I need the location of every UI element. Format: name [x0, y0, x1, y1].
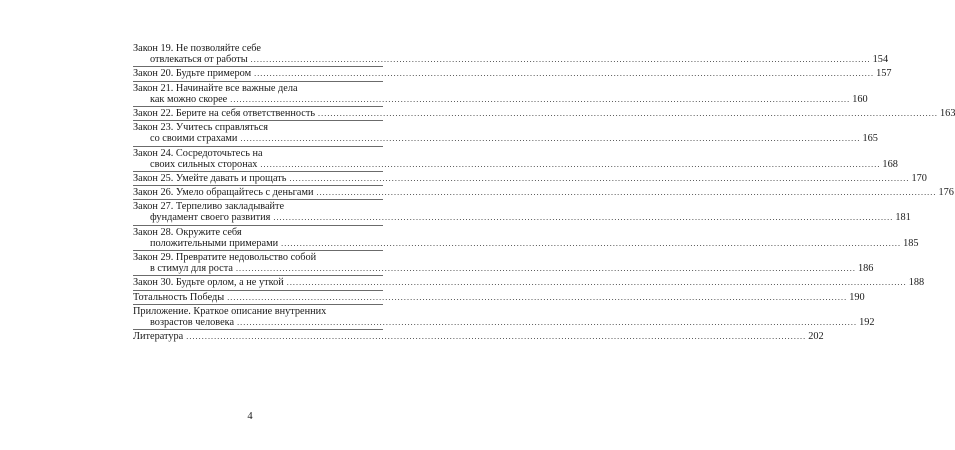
toc-entry-title: со своими страхами [150, 133, 238, 145]
toc-entry [133, 277, 925, 289]
toc-entry-page: 170 [911, 172, 927, 184]
toc-entry-final-line [133, 68, 892, 80]
toc-entry-title: Закон 22. Берите на себя ответственность [133, 107, 316, 119]
page-number: 4 [247, 411, 253, 422]
toc-entry-title: Закон 28. Окружите себя [133, 226, 242, 238]
dot-leader: ........................................................................................................................................................................................................ [227, 292, 848, 302]
toc-entry-final-line [133, 158, 898, 170]
toc-entry-final-line [133, 291, 865, 303]
toc-entry-final-line [133, 316, 875, 328]
table-of-contents [133, 43, 955, 343]
toc-entry-title: Закон 29. Превратите недовольство собой [133, 252, 317, 263]
toc-entry [133, 122, 878, 145]
toc-entry [133, 107, 955, 119]
toc-entry [133, 291, 865, 303]
dot-leader: ........................................................................................................................................................................................................ [235, 264, 856, 274]
divider [133, 171, 383, 172]
dot-leader: ........................................................................................................................................................................................................ [186, 332, 807, 342]
divider [133, 199, 383, 200]
toc-entry [133, 331, 824, 343]
toc-entry-page: 160 [852, 93, 868, 105]
divider [133, 120, 383, 121]
divider [133, 275, 383, 276]
toc-entry-title: Закон 25. Умейте давать и прощать [133, 172, 287, 184]
dot-leader: ........................................................................................................................................................................................................ [230, 94, 851, 104]
toc-entry-title: своих сильных сторонах [150, 158, 258, 170]
toc-entry-page: 176 [938, 187, 954, 199]
toc-entry-final-line [133, 263, 874, 275]
dot-leader: ........................................................................................................................................................................................................ [240, 134, 861, 144]
toc-entry-final-line [133, 172, 927, 184]
toc-entry-title: в стимул для роста [150, 263, 233, 275]
toc-entry-title: Закон 27. Терпеливо закладывайте [133, 201, 285, 213]
toc-entry [133, 226, 919, 249]
toc-entry-final-line [133, 133, 878, 145]
toc-entry-page: 186 [857, 263, 874, 275]
toc-entry-title: как можно скорее [150, 93, 228, 105]
toc-entry [133, 305, 875, 328]
dot-leader: ........................................................................................................................................................................................................ [260, 159, 881, 169]
toc-entry-title: Закон 21. Начинайте все важные дела [133, 82, 298, 94]
toc-entry-page: 168 [882, 158, 898, 170]
toc-entry-page: 163 [940, 107, 955, 119]
toc-entry [133, 252, 874, 275]
toc-entry-title: положительными примерами [150, 237, 279, 249]
toc-entry-title: Закон 24. Сосредоточьтесь на [133, 147, 263, 159]
toc-entry [133, 43, 889, 66]
toc-entry [133, 68, 892, 80]
toc-entry [133, 82, 868, 105]
toc-entry-title: Закон 23. Учитесь справляться [133, 122, 268, 134]
divider [133, 225, 383, 226]
toc-entry-page: 181 [895, 212, 911, 224]
toc-entry-title: отвлекаться от работы [150, 54, 248, 66]
divider [133, 81, 383, 82]
toc-entry [133, 201, 911, 224]
divider [133, 66, 383, 67]
toc-entry-title: возрастов человека [150, 316, 235, 328]
toc-entry-final-line [133, 331, 824, 343]
toc-entry-title: фундамент своего развития [150, 212, 271, 224]
dot-leader: ........................................................................................................................................................................................................ [286, 278, 907, 288]
toc-entry [133, 147, 898, 170]
toc-entry-title: Закон 30. Будьте орлом, а не уткой [133, 277, 284, 289]
toc-entry [133, 172, 927, 184]
toc-entry-title: Закон 20. Будьте примером [133, 68, 252, 80]
toc-entry-title: Закон 19. Не позволяйте себе [133, 43, 261, 54]
toc-entry-title: Закон 26. Умело обращайтесь с деньгами [133, 187, 314, 199]
divider [133, 304, 383, 305]
divider [133, 185, 383, 186]
toc-entry-title: Тотальность Победы [133, 291, 225, 303]
dot-leader: ........................................................................................................................................................................................................ [237, 317, 858, 327]
dot-leader: ........................................................................................................................................................................................................ [273, 213, 894, 223]
dot-leader: ........................................................................................................................................................................................................ [254, 69, 875, 79]
divider [133, 106, 383, 107]
toc-entry-page: 202 [808, 331, 824, 343]
toc-entry-final-line [133, 212, 911, 224]
toc-entry-page: 192 [859, 316, 875, 328]
toc-entry-final-line [133, 54, 889, 66]
toc-entry-title: Литература [133, 331, 184, 343]
dot-leader: ........................................................................................................................................................................................................ [316, 188, 937, 198]
toc-entry-final-line [133, 107, 955, 119]
toc-entry-title: Приложение. Краткое описание внутренних [133, 305, 327, 317]
dot-leader: ........................................................................................................................................................................................................ [250, 55, 871, 65]
toc-entry-final-line [133, 277, 925, 289]
divider [133, 290, 383, 291]
toc-entry-page: 157 [876, 68, 892, 80]
toc-entry-page: 190 [849, 291, 865, 303]
toc-entry-page: 154 [872, 54, 889, 66]
divider [133, 146, 383, 147]
dot-leader: ........................................................................................................................................................................................................ [289, 173, 910, 183]
dot-leader: ........................................................................................................................................................................................................ [281, 238, 902, 248]
dot-leader: ........................................................................................................................................................................................................ [318, 108, 939, 118]
toc-entry-final-line [133, 237, 919, 249]
toc-entry-final-line [133, 93, 868, 105]
divider [133, 250, 383, 251]
toc-entry-page: 188 [908, 277, 925, 289]
toc-entry-page: 185 [903, 237, 919, 249]
toc-entry-final-line [133, 187, 954, 199]
toc-entry-page: 165 [862, 133, 878, 145]
toc-entry [133, 187, 954, 199]
divider [133, 329, 383, 330]
